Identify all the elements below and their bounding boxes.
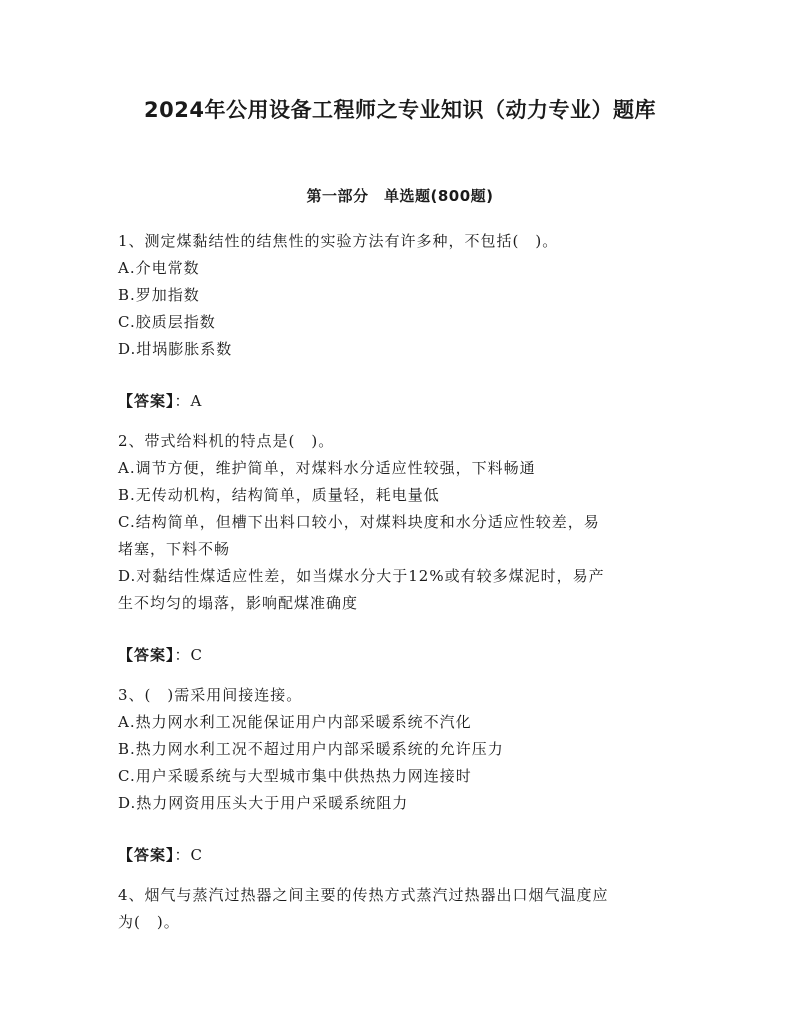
- answer-line: [118, 388, 688, 415]
- answer-label: 【答案】: [118, 646, 175, 664]
- answer-option: B.无传动机构，结构简单，质量轻，耗电量低: [118, 486, 440, 504]
- answer-option: C.用户采暖系统与大型城市集中供热热力网连接时: [118, 767, 472, 785]
- answer-line: [118, 642, 688, 669]
- answer-option: 堵塞，下料不畅: [118, 540, 231, 558]
- answer-option: B.热力网水利工况不超过用户内部采暖系统的允许压力: [118, 740, 504, 758]
- question-stem: 为( )。: [118, 913, 180, 931]
- question-stem: 3、( )需采用间接连接。: [118, 686, 303, 704]
- answer-option: A.调节方便，维护简单，对煤料水分适应性较强，下料畅通: [118, 459, 536, 477]
- answer-option: D.热力网资用压头大于用户采暖系统阻力: [118, 794, 409, 812]
- answer-option: B.罗加指数: [118, 286, 200, 304]
- answer-value: ：C: [174, 846, 203, 864]
- answer-option: 生不均匀的塌落，影响配煤准确度: [118, 594, 359, 612]
- answer-line: [118, 842, 688, 869]
- question-block: [118, 882, 688, 936]
- question-stem: 4、烟气与蒸汽过热器之间主要的传热方式蒸汽过热器出口烟气温度应: [118, 886, 609, 904]
- answer-option: D.对黏结性煤适应性差，如当煤水分大于12%或有较多煤泥时，易产: [118, 567, 605, 585]
- answer-option: A.介电常数: [118, 259, 200, 277]
- question-stem: 2、带式给料机的特点是( )。: [118, 432, 335, 450]
- question-block: [118, 682, 688, 869]
- question-stem: 1、测定煤黏结性的结焦性的实验方法有许多种，不包括( )。: [118, 232, 559, 250]
- answer-label: 【答案】: [118, 846, 175, 864]
- question-block: [118, 428, 688, 669]
- answer-value: ：A: [174, 392, 203, 410]
- answer-option: C.胶质层指数: [118, 313, 216, 331]
- answer-label: 【答案】: [118, 392, 175, 410]
- answer-value: ：C: [174, 646, 203, 664]
- question-block: [118, 228, 688, 415]
- answer-option: C.结构简单，但槽下出料口较小，对煤料块度和水分适应性较差，易: [118, 513, 600, 531]
- document-title: 2024年公用设备工程师之专业知识（动力专业）题库: [144, 98, 656, 122]
- section-heading: 第一部分 单选题(800题): [306, 187, 494, 205]
- answer-option: A.热力网水利工况能保证用户内部采暖系统不汽化: [118, 713, 472, 731]
- answer-option: D.坩埚膨胀系数: [118, 340, 233, 358]
- question-list: [118, 228, 688, 936]
